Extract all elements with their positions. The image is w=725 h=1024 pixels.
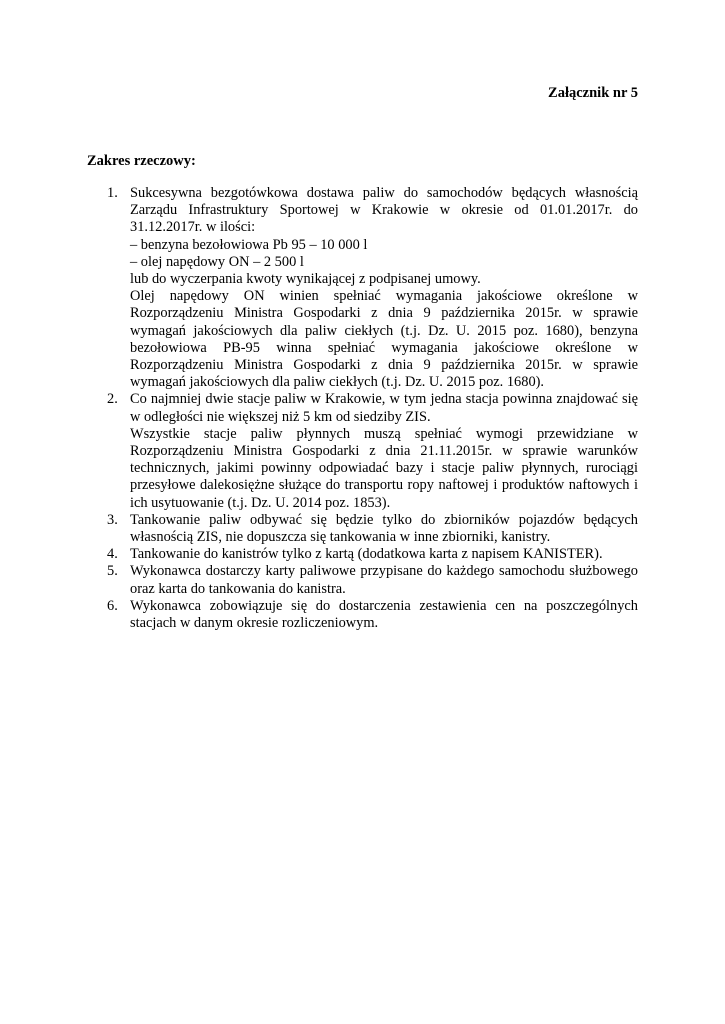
item-number: 2.: [107, 391, 118, 408]
item-text-line: własnością ZIS, nie dopuszcza się tankowania w inne zbiorniki, kanistry.: [130, 529, 551, 546]
scope-item-4: [107, 546, 638, 563]
item-text-line: przesyłowe dalekosiężne służące do transportu ropy naftowej i produktów naftowych i: [130, 477, 638, 494]
item-text-line: Olej napędowy ON winien spełniać wymagania jakościowe określone w: [130, 288, 638, 305]
item-text-line: Zarządu Infrastruktury Sportowej w Krakowie w okresie od 01.01.2017r. do: [130, 202, 638, 219]
scope-list: [107, 185, 638, 632]
item-text-line: Co najmniej dwie stacje paliw w Krakowie, w tym jedna stacja powinna znajdować się: [130, 391, 638, 408]
item-text-line: bezołowiowa PB-95 winna spełniać wymagania jakościowe określone w: [130, 339, 638, 356]
item-text-line: Tankowanie paliw odbywać się będzie tylko do zbiorników pojazdów będących: [130, 511, 638, 528]
item-number: 6.: [107, 597, 118, 614]
scope-item-1: [107, 185, 638, 391]
item-text-line: – benzyna bezołowiowa Pb 95 – 10 000 l: [130, 236, 368, 253]
item-text-line: Rozporządzeniu Ministra Gospodarki z dnia 21.11.2015r. w sprawie warunków: [130, 443, 638, 460]
scope-item-2: [107, 391, 638, 511]
scope-item-6: [107, 598, 638, 632]
item-text-line: stacjach w danym okresie rozliczeniowym.: [130, 615, 379, 632]
section-heading: Zakres rzeczowy:: [87, 153, 196, 169]
item-text-line: oraz karta do tankowania do kanistra.: [130, 580, 346, 597]
item-text-line: Wykonawca zobowiązuje się do dostarczenia zestawienia cen na poszczególnych: [130, 597, 638, 614]
item-text-line: 31.12.2017r. w ilości:: [130, 219, 256, 236]
item-text-line: Sukcesywna bezgotówkowa dostawa paliw do samochodów będących własnością: [130, 185, 638, 201]
item-number: 4.: [107, 546, 118, 563]
item-text-line: technicznych, jakimi powinny odpowiadać bazy i stacje paliw płynnych, rurociągi: [130, 460, 638, 477]
item-text-line: ich usytuowanie (t.j. Dz. U. 2014 poz. 1853).: [130, 494, 391, 511]
item-number: 1.: [107, 185, 118, 201]
item-text-line: Rozporządzeniu Ministra Gospodarki z dnia 9 października 2015r. w sprawie: [130, 305, 638, 322]
item-text-line: Tankowanie do kanistrów tylko z kartą (dodatkowa karta z napisem KANISTER).: [130, 546, 603, 563]
item-text-line: w odległości nie większej niż 5 km od siedziby ZIS.: [130, 408, 431, 425]
item-text-line: Wykonawca dostarczy karty paliwowe przypisane do każdego samochodu służbowego: [130, 563, 638, 580]
item-number: 3.: [107, 511, 118, 528]
item-number: 5.: [107, 563, 118, 580]
item-text-line: – olej napędowy ON – 2 500 l: [130, 253, 304, 270]
item-text-line: wymagań jakościowych dla paliw ciekłych (t.j. Dz. U. 2015 poz. 1680).: [130, 374, 545, 391]
item-text-line: Rozporządzeniu Ministra Gospodarki z dnia 9 października 2015r. w sprawie: [130, 357, 638, 374]
scope-item-3: [107, 512, 638, 546]
scope-item-5: [107, 563, 638, 597]
item-text-line: lub do wyczerpania kwoty wynikającej z podpisanej umowy.: [130, 271, 481, 288]
attachment-title: Załącznik nr 5: [548, 85, 638, 101]
item-text-line: wymagań jakościowych dla paliw ciekłych (t.j. Dz. U. 2015 poz. 1680), benzyna: [130, 322, 638, 339]
item-text-line: Wszystkie stacje paliw płynnych muszą spełniać wymogi przewidziane w: [130, 425, 638, 442]
